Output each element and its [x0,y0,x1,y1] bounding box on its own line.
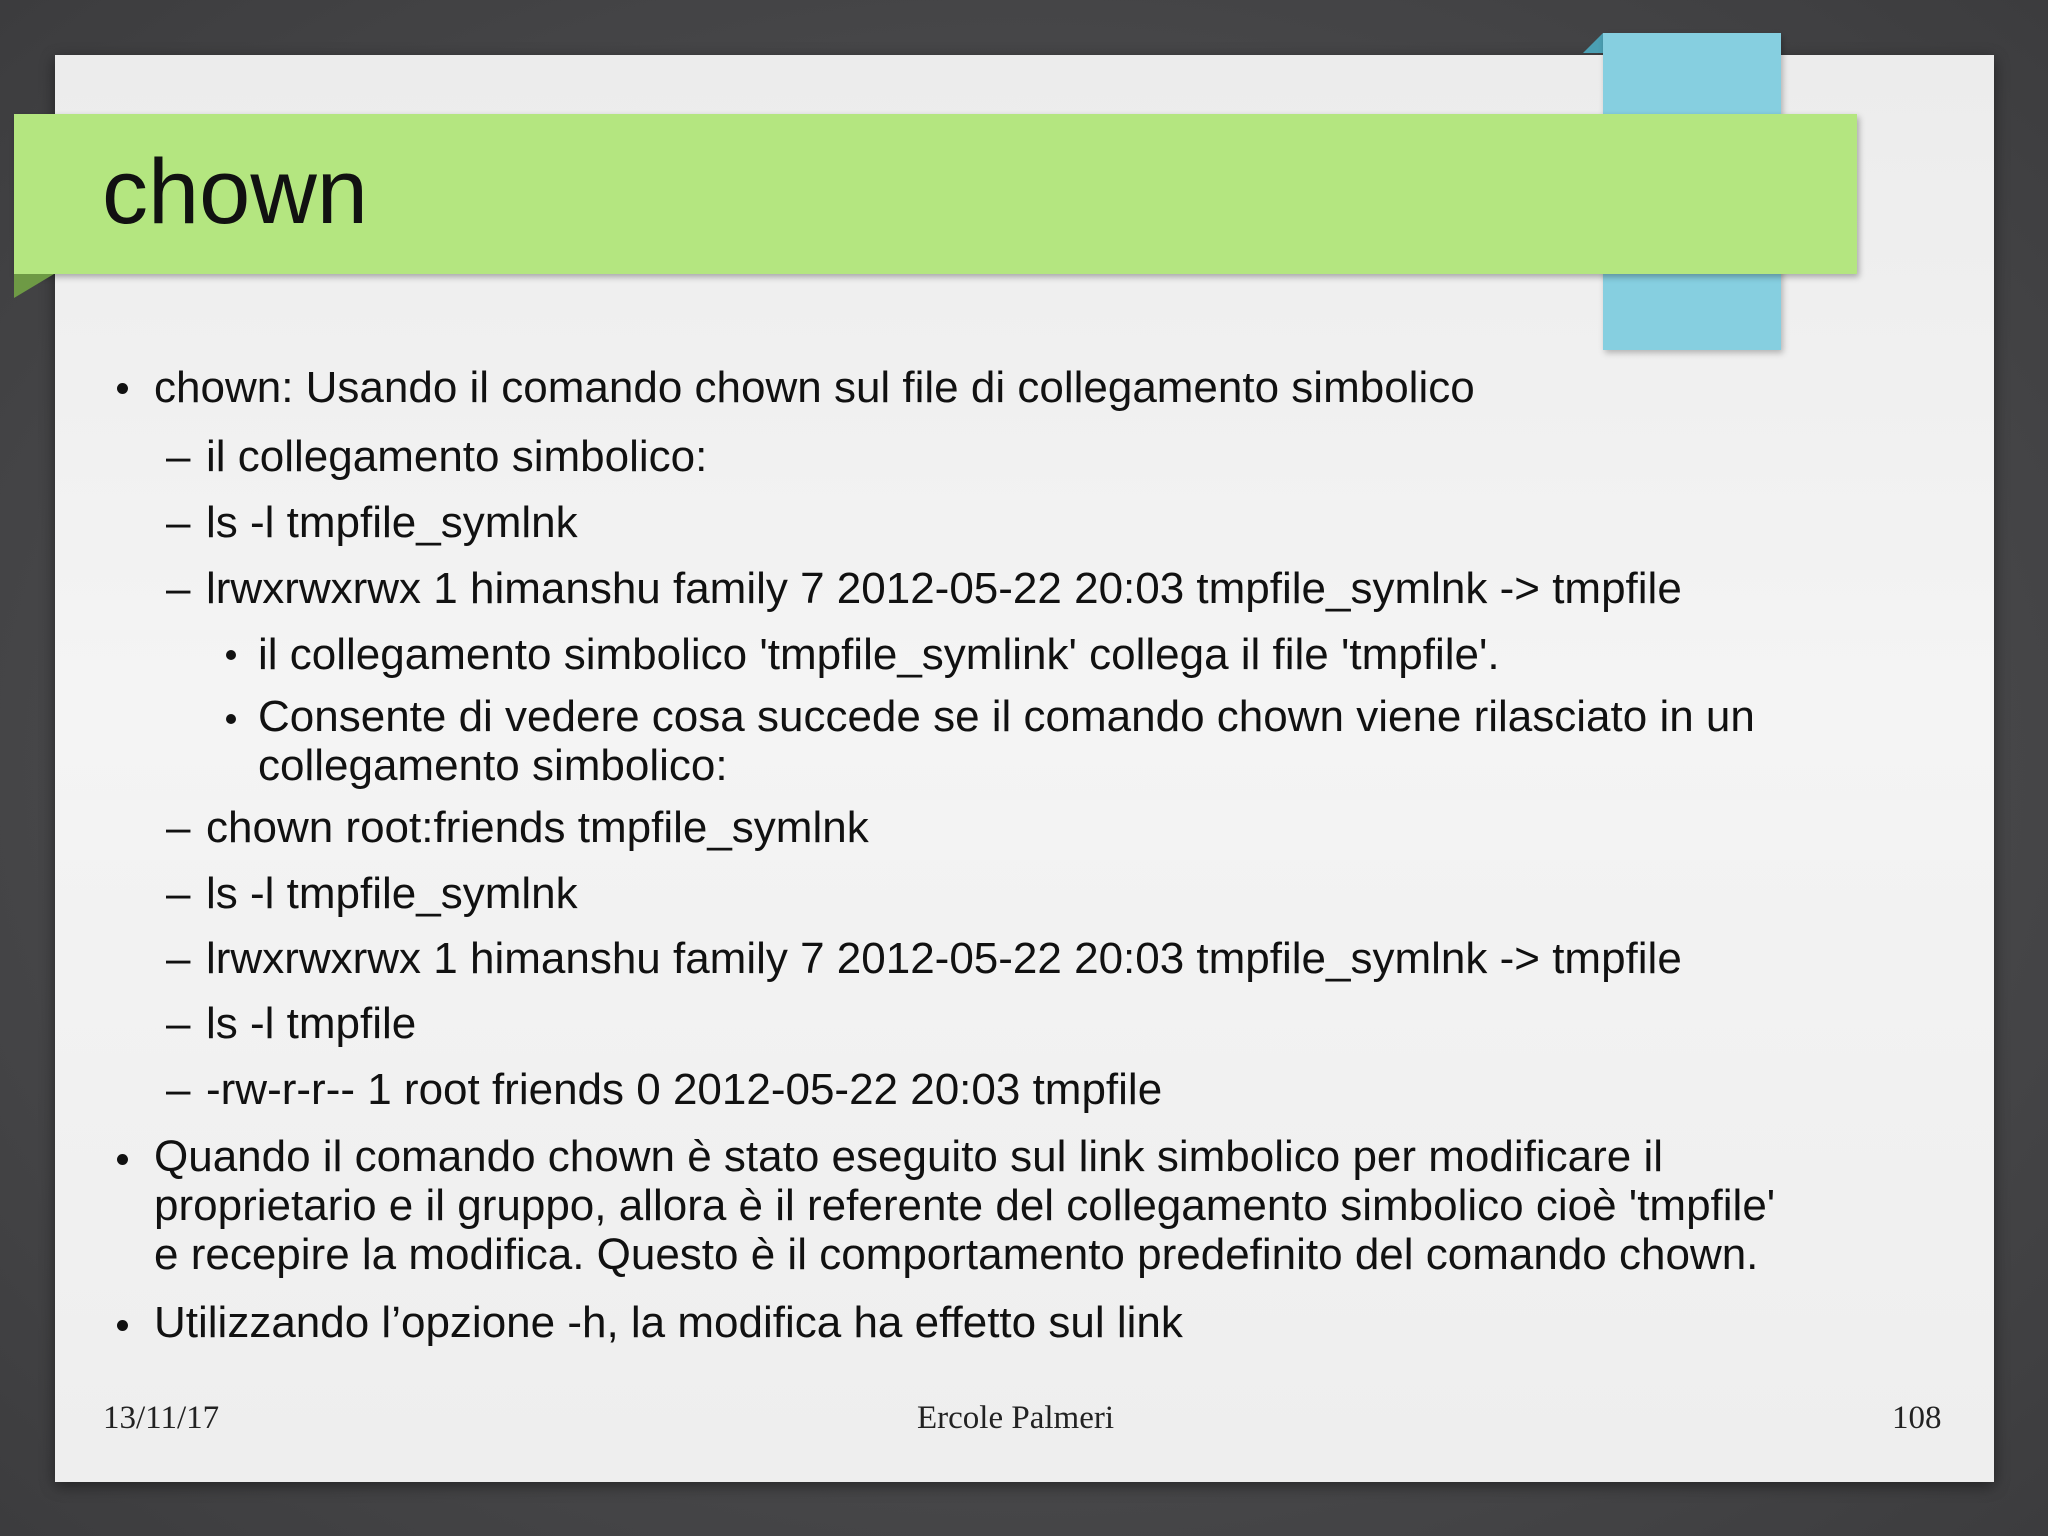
dash-marker: – [166,999,191,1048]
sub-sub-item-continuation: collegamento simbolico: [258,741,728,790]
dash-marker: – [166,803,191,852]
bullet-item-continuation: e recepire la modifica. Questo è il comportamento predefinito del comando chown. [154,1230,1759,1279]
bullet-marker [226,714,236,724]
dash-marker: – [166,869,191,918]
sub-item: lrwxrwxrwx 1 himanshu family 7 2012-05-22 20:03 tmpfile_symlnk -> tmpfile [206,934,1682,983]
bullet-marker [117,1320,128,1331]
bullet-item: Quando il comando chown è stato eseguito sul link simbolico per modificare il [154,1132,1663,1181]
bullet-marker [117,383,128,394]
dash-marker: – [166,934,191,983]
sub-item: chown root:friends tmpfile_symlnk [206,803,869,852]
bullet-marker [226,650,236,660]
sub-sub-item: Consente di vedere cosa succede se il comando chown viene rilasciato in un [258,692,1755,741]
bullet-item: chown: Usando il comando chown sul file di collegamento simbolico [154,363,1475,412]
sub-item: ls -l tmpfile_symlnk [206,869,578,918]
sub-item: ls -l tmpfile_symlnk [206,498,578,547]
dash-marker: – [166,1065,191,1114]
sub-item: -rw-r-r-- 1 root friends 0 2012-05-22 20:03 tmpfile [206,1065,1163,1114]
dash-marker: – [166,564,191,613]
sub-item: lrwxrwxrwx 1 himanshu family 7 2012-05-22 20:03 tmpfile_symlnk -> tmpfile [206,564,1682,613]
footer-date: 13/11/17 [103,1400,220,1436]
footer-page-number: 108 [1892,1400,1942,1436]
sub-item: ls -l tmpfile [206,999,417,1048]
sub-sub-item: il collegamento simbolico 'tmpfile_symlink' collega il file 'tmpfile'. [258,630,1500,679]
sub-item: il collegamento simbolico: [206,432,708,481]
bullet-marker [117,1154,128,1165]
slide-title: chown [102,141,368,243]
footer-author: Ercole Palmeri [917,1400,1115,1436]
dash-marker: – [166,498,191,547]
bullet-item: Utilizzando l’opzione -h, la modifica ha effetto sul link [154,1298,1183,1347]
bullet-item-continuation: proprietario e il gruppo, allora è il referente del collegamento simbolico cioè 'tmpfile' [154,1181,1776,1230]
dash-marker: – [166,432,191,481]
